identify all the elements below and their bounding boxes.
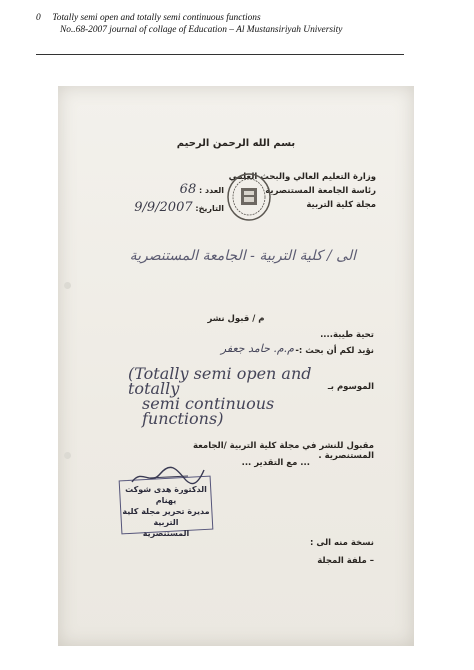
page-header: [36, 12, 416, 36]
ministry-line: مجلة كلية التربية: [306, 200, 376, 210]
greeting: تحية طيبة....: [320, 330, 374, 340]
letter-subject: م / قبول نشر: [207, 314, 265, 324]
copy-item: – ملفة المجلة: [317, 556, 374, 566]
stamp-line: الدكتورة هدى شوكت يهنام: [125, 485, 207, 505]
header-line-1: [36, 12, 416, 24]
confirm-row: [144, 342, 374, 362]
page-marker: 0: [36, 13, 41, 23]
article-title: Totally semi open and totally semi continuous functions: [52, 13, 261, 23]
paper-title-handwritten: [128, 366, 358, 426]
scanned-letter: [58, 86, 414, 646]
title-line: (Totally semi open and totally: [128, 364, 312, 398]
letter-date-value: 9/9/2007: [134, 200, 193, 215]
ministry-line: رئاسة الجامعة المستنصرية: [265, 186, 376, 196]
ministry-line: وزارة التعليم العالي والبحث العلمي: [228, 172, 376, 182]
acceptance-statement: مقبول للنشر في مجلة كلية التربية /الجامعة المستنصرية .: [192, 441, 374, 461]
stamp-line: المستنصرية: [142, 529, 190, 538]
author-handwritten: م.م. حامد جعفر: [220, 342, 294, 355]
punch-hole-icon: [64, 452, 71, 459]
title-line: semi continuous functions): [142, 394, 275, 428]
confirm-text: نؤيد لكم أن بحث :-: [295, 346, 374, 356]
letter-date-row: [114, 200, 224, 215]
university-seal-icon: [226, 172, 272, 222]
regards: ... مع التقدير ...: [241, 458, 310, 468]
signature-icon: [128, 464, 208, 488]
header-rule: [36, 54, 404, 55]
entitled-label: الموسوم بـ: [327, 382, 374, 392]
editor-stamp-text: [122, 484, 210, 539]
letter-number-value: 68: [179, 182, 197, 197]
punch-hole-icon: [64, 282, 71, 289]
journal-reference: No..68-2007 journal of collage of Education – Al Mustansiriyah University: [60, 25, 343, 35]
basmala: بسم الله الرحمن الرحيم: [176, 138, 296, 149]
letter-number-label: العدد :: [199, 186, 224, 195]
letter-date-label: التاريخ:: [195, 204, 224, 213]
addressee-handwritten: الى / كلية التربية - الجامعة المستنصرية: [129, 248, 356, 264]
copy-to-label: نسخة منه الى :: [310, 538, 374, 548]
letter-number-row: [114, 182, 224, 197]
stamp-line: مديرة تحرير مجلة كلية التربية: [122, 507, 210, 527]
